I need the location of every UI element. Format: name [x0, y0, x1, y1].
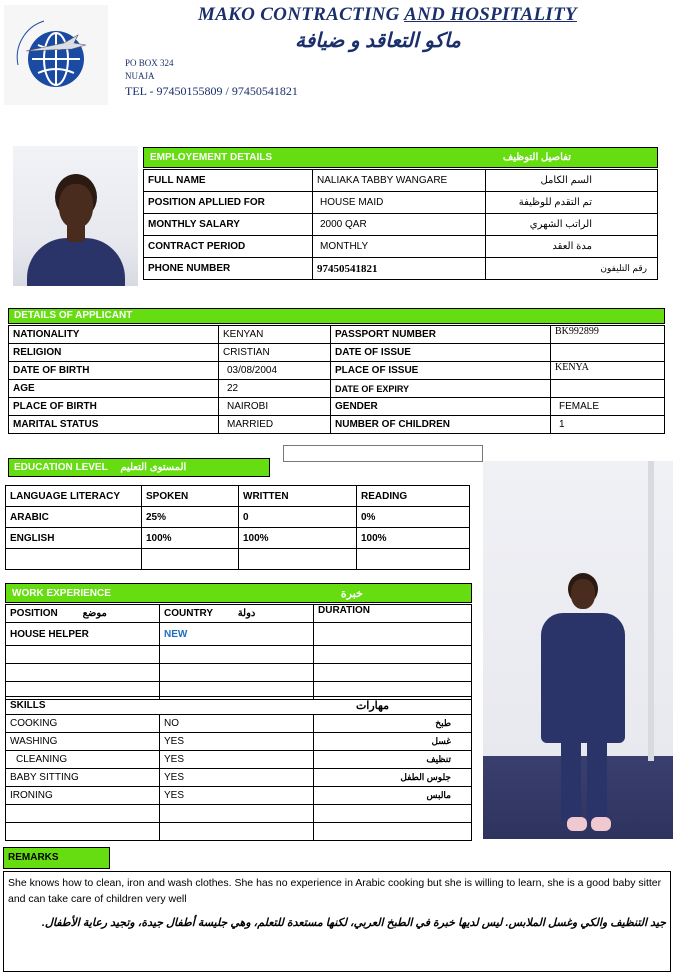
skill-value: YES [160, 751, 314, 769]
applicant-photo-small [13, 146, 138, 286]
phone-label: TEL - [125, 84, 154, 98]
education-cell [6, 549, 142, 570]
applicant-label: PLACE OF BIRTH [9, 398, 219, 416]
work-position: HOUSE HELPER [6, 623, 160, 646]
employment-value: 2000 QAR [313, 214, 486, 236]
applicant-label: MARITAL STATUS [9, 416, 219, 434]
education-cell: 100% [239, 528, 357, 549]
employment-label: PHONE NUMBER [144, 258, 313, 280]
phone-numbers: 97450155809 / 97450541821 [156, 84, 298, 98]
skill-name: WASHING [6, 733, 160, 751]
applicant-header: DETAILS OF APPLICANT [8, 308, 665, 324]
skills-row [6, 715, 472, 733]
employment-label: MONTHLY SALARY [144, 214, 313, 236]
applicant-label: DATE OF BIRTH [9, 362, 219, 380]
work-col-country-ar: دولة [237, 608, 256, 619]
work-duration [314, 623, 472, 646]
company-name [198, 4, 577, 26]
applicant-value: KENYAN [219, 326, 331, 344]
applicant-value: 1 [551, 416, 665, 434]
applicant-value: BK992899 [551, 326, 665, 344]
skills-row [6, 823, 472, 841]
applicant-value: KENYA [551, 362, 665, 380]
employment-table [143, 169, 658, 280]
employment-header [143, 147, 658, 168]
address-line1: PO BOX 324 [125, 58, 174, 68]
skill-name: IRONING [6, 787, 160, 805]
education-cell [239, 549, 357, 570]
skills-row [6, 733, 472, 751]
company-phone [125, 84, 298, 99]
employment-label-ar: الراتب الشهري [486, 214, 658, 236]
work-row [6, 664, 472, 682]
work-col-position-en: POSITION [10, 608, 58, 619]
applicant-row [9, 326, 665, 344]
address-line2: NUAJA [125, 71, 155, 81]
education-header-ar: المستوى التعليم [120, 462, 187, 473]
skill-name-ar: مالبس [314, 787, 472, 805]
skills-row [6, 751, 472, 769]
applicant-row [9, 362, 665, 380]
work-col-country [160, 605, 314, 623]
applicant-label: GENDER [331, 398, 551, 416]
education-cell: 0% [357, 507, 470, 528]
remarks-header: REMARKS [3, 847, 110, 869]
applicant-label: PASSPORT NUMBER [331, 326, 551, 344]
skills-header-ar: مهارات [314, 697, 472, 715]
employment-label: CONTRACT PERIOD [144, 236, 313, 258]
education-row [6, 549, 470, 570]
work-col-position [6, 605, 160, 623]
applicant-value: 03/08/2004 [219, 362, 331, 380]
education-col-header: LANGUAGE LITERACY [6, 486, 142, 507]
skills-row [6, 805, 472, 823]
skills-header-en: SKILLS [6, 697, 160, 715]
education-row [6, 528, 470, 549]
skill-value: YES [160, 769, 314, 787]
work-table [5, 604, 472, 700]
employment-label: POSITION APLLIED FOR [144, 192, 313, 214]
education-col-header: READING [357, 486, 470, 507]
education-col-header: SPOKEN [142, 486, 239, 507]
company-name-arabic: ماكو التعاقد و ضيافة [295, 30, 461, 52]
skill-value: NO [160, 715, 314, 733]
skill-name-ar: طبخ [314, 715, 472, 733]
education-cell: ARABIC [6, 507, 142, 528]
employment-label-ar: تم التقدم للوظيفة [486, 192, 658, 214]
skill-value: YES [160, 787, 314, 805]
education-table [5, 485, 470, 570]
applicant-row [9, 344, 665, 362]
applicant-value [551, 380, 665, 398]
education-cell: 25% [142, 507, 239, 528]
skill-name-ar: غسل [314, 733, 472, 751]
employment-label-ar: السم الكامل [486, 170, 658, 192]
education-header-row [6, 486, 470, 507]
work-header [5, 583, 472, 603]
skill-name: CLEANING [6, 751, 160, 769]
skill-name: BABY SITTING [6, 769, 160, 787]
applicant-row [9, 380, 665, 398]
work-row [6, 646, 472, 664]
applicant-row [9, 416, 665, 434]
applicant-value: MARRIED [219, 416, 331, 434]
applicant-label: PLACE OF ISSUE [331, 362, 551, 380]
applicant-value: 22 [219, 380, 331, 398]
work-header-ar: خبرة [340, 587, 363, 600]
skill-name-ar: جلوس الطفل [314, 769, 472, 787]
work-row [6, 623, 472, 646]
employment-value: MONTHLY [313, 236, 486, 258]
skills-row [6, 769, 472, 787]
education-cell: 100% [357, 528, 470, 549]
education-header [8, 458, 270, 477]
education-cell: 0 [239, 507, 357, 528]
applicant-label: AGE [9, 380, 219, 398]
applicant-label: RELIGION [9, 344, 219, 362]
applicant-table [8, 325, 665, 434]
skill-name: COOKING [6, 715, 160, 733]
employment-label-ar: رقم التليفون [486, 258, 658, 280]
skill-value: YES [160, 733, 314, 751]
applicant-photo-full [483, 461, 673, 839]
work-country: NEW [160, 623, 314, 646]
applicant-value: NAIROBI [219, 398, 331, 416]
applicant-label: DATE OF ISSUE [331, 344, 551, 362]
work-col-position-ar: موضع [82, 608, 107, 619]
employment-label-ar: مدة العقد [486, 236, 658, 258]
skill-name-ar: تنظيف [314, 751, 472, 769]
skills-table [5, 696, 472, 841]
skills-row [6, 787, 472, 805]
education-cell: ENGLISH [6, 528, 142, 549]
employment-row [144, 258, 658, 280]
education-cell: 100% [142, 528, 239, 549]
education-col-header: WRITTEN [239, 486, 357, 507]
remarks-text-en: She knows how to clean, iron and wash clothes. She has no experience in Arabic cooking but she is willing to learn, she is a good baby sitter and can take care of children very well [8, 877, 662, 905]
work-col-country-en: COUNTRY [164, 608, 213, 619]
work-col-duration: DURATION [314, 605, 472, 623]
employment-header-ar: تفاصيل التوظيف [502, 152, 571, 163]
work-header-en: WORK EXPERIENCE [12, 587, 111, 599]
work-header-row [6, 605, 472, 623]
employment-header-en: EMPLOYEMENT DETAILS [150, 152, 273, 163]
applicant-value: FEMALE [551, 398, 665, 416]
employment-row [144, 214, 658, 236]
employment-label: FULL NAME [144, 170, 313, 192]
employment-value: 97450541821 [313, 258, 486, 280]
applicant-value: CRISTIAN [219, 344, 331, 362]
employment-row [144, 236, 658, 258]
employment-row [144, 192, 658, 214]
employment-value: NALIAKA TABBY WANGARE [313, 170, 486, 192]
education-cell [357, 549, 470, 570]
education-row [6, 507, 470, 528]
applicant-row [9, 398, 665, 416]
remarks-box [3, 871, 671, 972]
employment-value: HOUSE MAID [313, 192, 486, 214]
skills-header-row [6, 697, 472, 715]
applicant-value [551, 344, 665, 362]
applicant-label: DATE OF EXPIRY [331, 380, 551, 398]
remarks-text-ar: جيد التنظيف والكي وغسل الملابس. ليس لديها خبرة في الطبخ العربي، لكنها مستعدة للتعلم، وهي جليسة أطفال جيدة، وتجيد رعاية الأطفال. [41, 917, 666, 929]
education-header-en: EDUCATION LEVEL [14, 462, 108, 473]
company-logo [4, 5, 108, 105]
employment-row [144, 170, 658, 192]
education-cell [142, 549, 239, 570]
company-name-part1: MAKO CONTRACTING [198, 4, 400, 25]
company-name-part2: AND HOSPITALITY [404, 4, 577, 25]
applicant-label: NATIONALITY [9, 326, 219, 344]
empty-box [283, 445, 483, 462]
applicant-label: NUMBER OF CHILDREN [331, 416, 551, 434]
